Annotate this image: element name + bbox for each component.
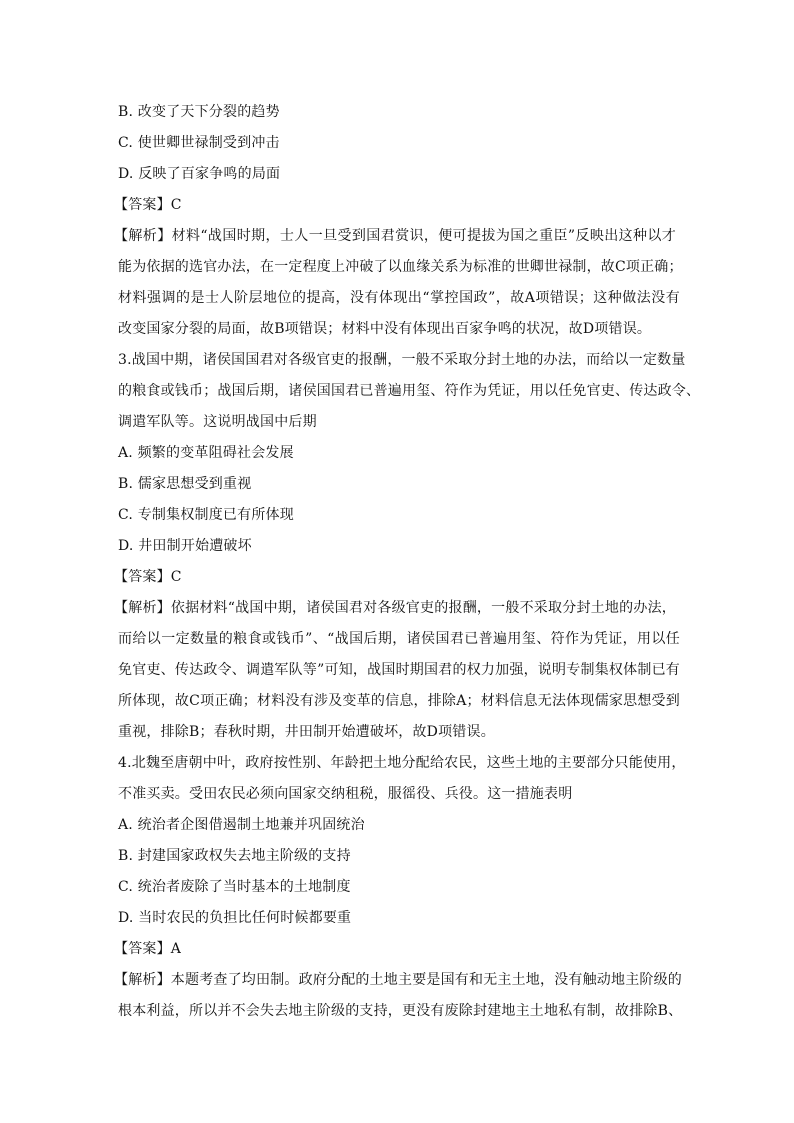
analysis-line: 【解析】依据材料“战国中期，诸侯国君对各级官吏的报酬，一般不采取分封土地的办法， xyxy=(114,600,676,616)
analysis-line: 根本利益，所以并不会失去地主阶级的支持，更没有废除封建地主土地私有制，故排除B、 xyxy=(118,1003,683,1019)
option-b: B. 改变了天下分裂的趋势 xyxy=(118,104,280,120)
question-3-stem: 3.战国中期，诸侯国国君对各级官吏的报酬，一般不采取分封土地的办法，而给以一定数量 xyxy=(118,352,686,368)
option-a: A. 统治者企图借遏制土地兼并巩固统治 xyxy=(118,817,365,833)
question-3-stem: 的粮食或钱币；战国后期，诸侯国国君已普遍用玺、符作为凭证，用以任免官吏、传达政令、 xyxy=(118,383,701,399)
option-c: C. 使世卿世禄制受到冲击 xyxy=(118,135,280,151)
option-a: A. 频繁的变革阻碍社会发展 xyxy=(118,445,294,461)
analysis-line: 材料强调的是士人阶层地位的提高，没有体现出“掌控国政”，故A项错误；这种做法没有 xyxy=(118,290,680,306)
question-4-stem: 4.北魏至唐朝中叶，政府按性别、年龄把土地分配给农民，这些土地的主要部分只能使用， xyxy=(118,755,686,771)
question-3-stem: 调遣军队等。这说明战国中后期 xyxy=(118,414,317,430)
analysis-line: 免官吏、传达政令、调遣军队等”可知，战国时期国君的权力加强，说明专制集权体制已有 xyxy=(118,662,680,678)
option-d: D. 当时农民的负担比任何时候都要重 xyxy=(118,910,352,926)
analysis-line: 改变国家分裂的局面，故B项错误；材料中没有体现出百家争鸣的状况，故D项错误。 xyxy=(118,321,652,337)
answer-line: 【答案】C xyxy=(114,569,182,585)
question-4-stem: 不准买卖。受田农民必须向国家交纳租税，服徭役、兵役。这一措施表明 xyxy=(118,786,573,802)
analysis-line: 【解析】本题考查了均田制。政府分配的土地主要是国有和无主土地，没有触动地主阶级的 xyxy=(114,972,682,988)
analysis-line: 重视，排除B；春秋时期，井田制开始遭破坏，故D项错误。 xyxy=(118,724,495,740)
answer-line: 【答案】C xyxy=(114,197,182,213)
analysis-line: 【解析】材料“战国时期，士人一旦受到国君赏识，便可提拔为国之重臣”反映出这种以才 xyxy=(114,228,676,244)
option-d: D. 反映了百家争鸣的局面 xyxy=(118,166,281,182)
option-b: B. 儒家思想受到重视 xyxy=(118,476,252,492)
option-c: C. 专制集权制度已有所体现 xyxy=(118,507,294,523)
analysis-line: 能为依据的选官办法，在一定程度上冲破了以血缘关系为标准的世卿世禄制，故C项正确； xyxy=(118,259,683,275)
option-b: B. 封建国家政权失去地主阶级的支持 xyxy=(118,848,351,864)
answer-line: 【答案】A xyxy=(114,941,182,957)
option-c: C. 统治者废除了当时基本的土地制度 xyxy=(118,879,351,895)
option-d: D. 井田制开始遭破坏 xyxy=(118,538,252,554)
analysis-line: 而给以一定数量的粮食或钱币”、“战国后期，诸侯国君已普遍用玺、符作为凭证，用以任 xyxy=(118,631,680,647)
analysis-line: 所体现，故C项正确；材料没有涉及变革的信息，排除A；材料信息无法体现儒家思想受到 xyxy=(118,693,680,709)
